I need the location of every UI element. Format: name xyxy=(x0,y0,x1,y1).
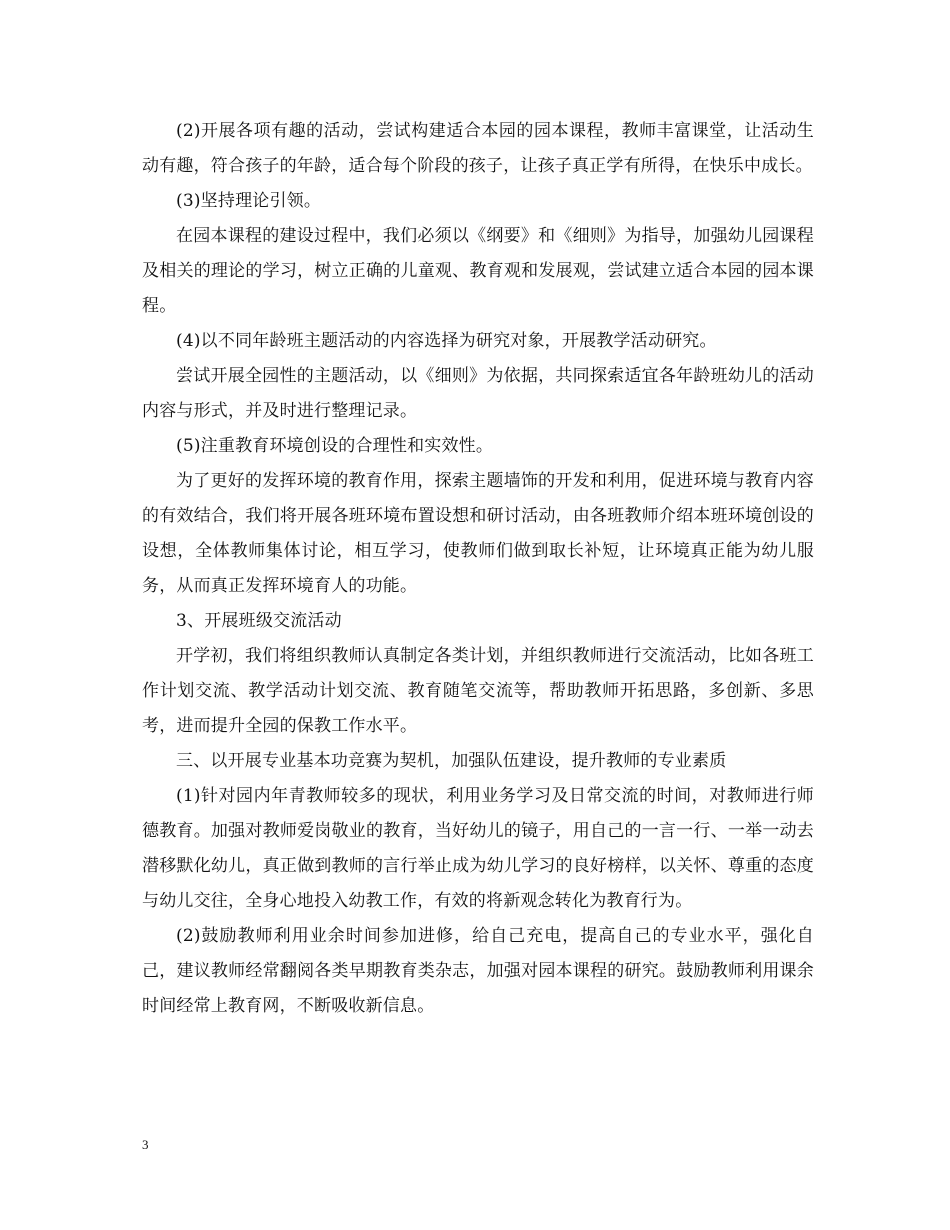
paragraph-11: (1)针对园内年青教师较多的现状，利用业务学习及日常交流的时间，对教师进行师德教育。加强对教师爱岗敬业的教育，当好幼儿的镜子，用自己的一言一行、一举一动去潜移默化幼儿，真正做到教师的言行举止成为幼儿学习的良好榜样，以关怀、尊重的态度与幼儿交往，全身心地投入幼教工作，有效的将新观念转化为教育行为。 xyxy=(142,786,814,911)
section-heading-three: 三、以开展专业基本功竞赛为契机，加强队伍建设，提升教师的专业素质 xyxy=(176,751,727,771)
paragraph-6: (5)注重教育环境创设的合理性和实效性。 xyxy=(176,436,494,456)
paragraph-3: 在园本课程的建设过程中，我们必须以《纲要》和《细则》为指导，加强幼儿园课程及相关的理论的学习，树立正确的儿童观、教育观和发展观，尝试建立适合本园的园本课程。 xyxy=(142,226,814,316)
paragraph-9: 开学初，我们将组织教师认真制定各类计划，并组织教师进行交流活动，比如各班工作计划交流、教学活动计划交流、教育随笔交流等，帮助教师开拓思路，多创新、多思考，进而提升全园的保教工作水平。 xyxy=(142,646,814,736)
paragraph-1: (2)开展各项有趣的活动，尝试构建适合本园的园本课程，教师丰富课堂，让活动生动有趣，符合孩子的年龄，适合每个阶段的孩子，让孩子真正学有所得，在快乐中成长。 xyxy=(142,121,814,176)
paragraph-5: 尝试开展全园性的主题活动，以《细则》为依据，共同探索适宜各年龄班幼儿的活动内容与形式，并及时进行整理记录。 xyxy=(142,366,814,421)
paragraph-12: (2)鼓励教师利用业余时间参加进修，给自己充电，提高自己的专业水平，强化自己，建议教师经常翻阅各类早期教育类杂志，加强对园本课程的研究。鼓励教师利用课余时间经常上教育网，不断吸收新信息。 xyxy=(142,926,814,1016)
body-text xyxy=(142,114,814,1024)
paragraph-2: (3)坚持理论引领。 xyxy=(176,191,322,211)
paragraph-7: 为了更好的发挥环境的教育作用，探索主题墙饰的开发和利用，促进环境与教育内容的有效结合，我们将开展各班环境布置设想和研讨活动，由各班教师介绍本班环境创设的设想，全体教师集体讨论，相互学习，使教师们做到取长补短，让环境真正能为幼儿服务，从而真正发挥环境育人的功能。 xyxy=(142,471,814,596)
section-heading-3: 3、开展班级交流活动 xyxy=(176,611,342,631)
paragraph-4: (4)以不同年龄班主题活动的内容选择为研究对象，开展教学活动研究。 xyxy=(176,331,717,351)
page-number: 3 xyxy=(142,1137,149,1152)
